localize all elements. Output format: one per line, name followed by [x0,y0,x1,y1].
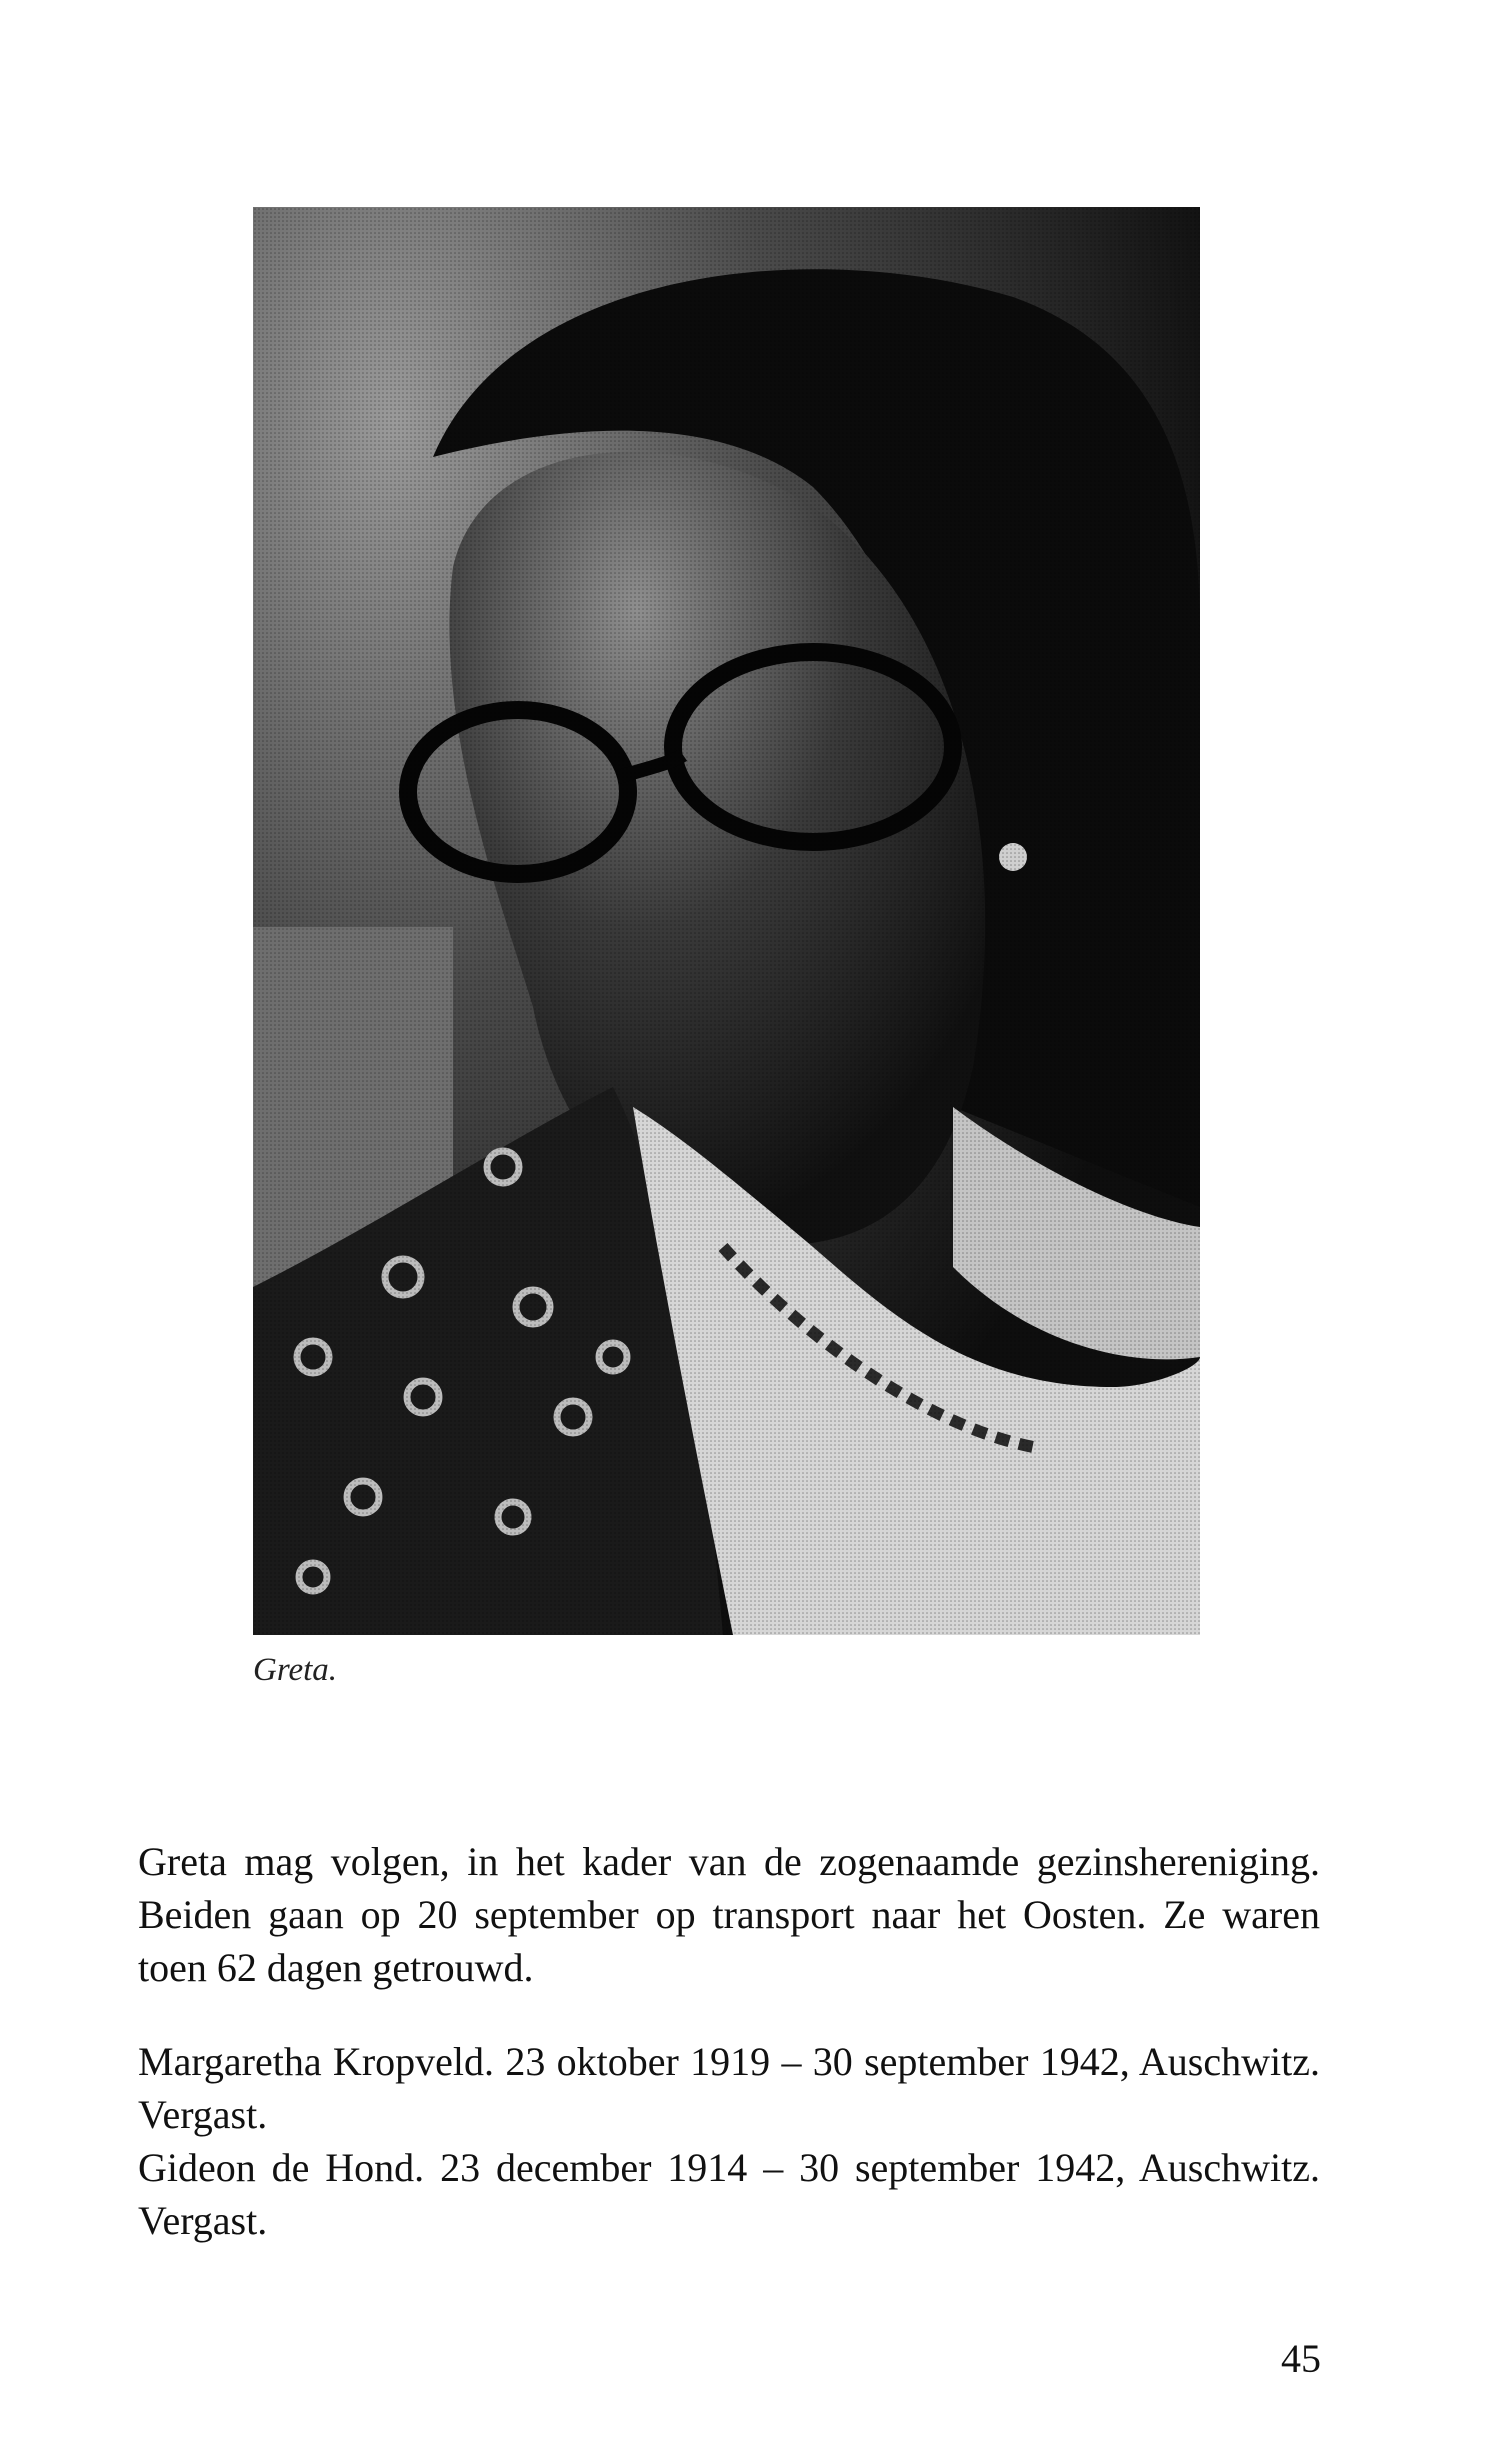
victim-entry-gideon: Gideon de Hond. 23 december 1914 – 30 september 1942, Auschwitz. Vergast. [138,2145,1320,2243]
portrait-photo-image [253,207,1200,1635]
victim-entry-margaretha: Margaretha Kropveld. 23 oktober 1919 – 30 september 1942, Auschwitz. Vergast. [138,2039,1320,2137]
photo-caption: Greta. [253,1652,338,1688]
page-number: 45 [1281,2336,1321,2381]
paragraph-reunion: Greta mag volgen, in het kader van de zogenaamde gezinshereniging. Beiden gaan op 20 september op transport naar het Oosten. Ze waren toen 62 dagen getrouwd. [138,1839,1320,1990]
paragraph-victims [138,2035,1320,2247]
portrait-photo [253,207,1200,1635]
